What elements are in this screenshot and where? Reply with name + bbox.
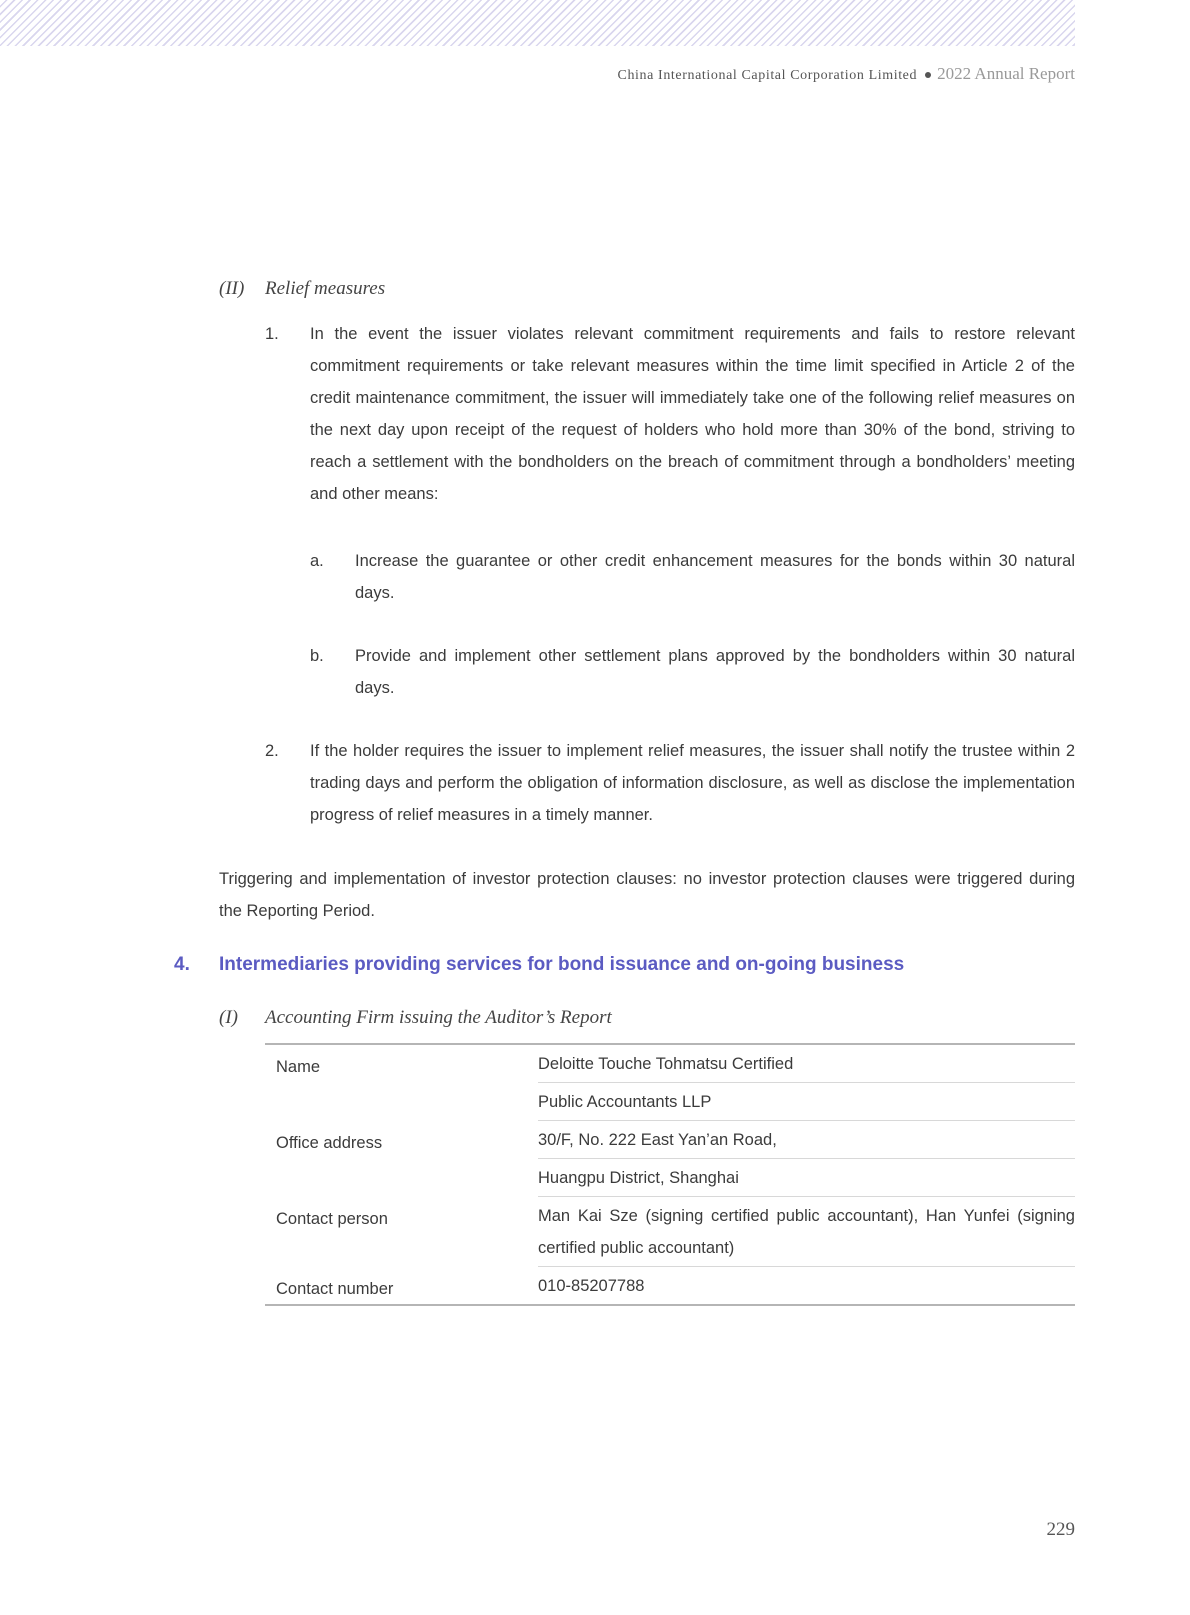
table-cell: Huangpu District, Shanghai: [538, 1159, 1075, 1197]
relief-heading-number: (II): [219, 278, 245, 299]
decorative-hatch-band: [0, 0, 1075, 46]
list-item-text: Increase the guarantee or other credit enhancement measures for the bonds within 30 natural days.: [355, 552, 1075, 602]
page-number: 229: [1046, 1519, 1075, 1540]
accounting-firm-table: [265, 1043, 1075, 1306]
table-row-label: Contact number: [276, 1280, 394, 1298]
table-row-values: [538, 1121, 1075, 1197]
table-row-values: [538, 1267, 1075, 1304]
running-header: [618, 64, 1075, 84]
relief-item-1: [265, 318, 1075, 510]
table-row: [265, 1267, 1075, 1304]
table-row-label: Name: [276, 1058, 321, 1076]
header-company: China International Capital Corporation Limited: [617, 68, 918, 83]
relief-subitem-a: [310, 545, 1075, 609]
list-item-text: If the holder requires the issuer to implement relief measures, the issuer shall notify the trustee within 2 trading days and perform the obligation of information disclosure, as well as disclose the implementation progress of relief measures in a timely manner.: [310, 742, 1075, 824]
list-marker: b.: [310, 647, 324, 665]
table-cell: Deloitte Touche Tohmatsu Certified: [538, 1045, 1075, 1083]
section-number: 4.: [174, 954, 190, 975]
table-cell: 30/F, No. 222 East Yan’an Road,: [538, 1121, 1075, 1159]
list-item-text: In the event the issuer violates relevant commitment requirements and fails to restore relevant commitment requirements or take relevant measures within the time limit specified in Article 2 of the credit maintenance commitment, the issuer will immediately take one of the following relief measures on the next day upon receipt of the request of holders who hold more than 30% of the bond, striving to reach a settlement with the bondholders on the breach of commitment through a bondholders’ meeting and other means:: [310, 325, 1075, 503]
table-row: [265, 1121, 1075, 1197]
list-marker: 2.: [265, 742, 279, 760]
table-row: [265, 1197, 1075, 1267]
relief-heading-title: Relief measures: [265, 278, 386, 299]
table-row-label: Office address: [276, 1134, 383, 1152]
section-heading: [174, 954, 904, 976]
relief-heading: [219, 278, 385, 300]
relief-item-2: [265, 735, 1075, 831]
section-title: Intermediaries providing services for bond issuance and on-going business: [219, 954, 905, 975]
accounting-firm-heading-title: Accounting Firm issuing the Auditor’s Report: [265, 1007, 612, 1028]
accounting-firm-heading-number: (I): [219, 1007, 238, 1028]
list-item-text: Provide and implement other settlement plans approved by the bondholders within 30 natural days.: [355, 647, 1075, 697]
bullet-dot-icon: [925, 72, 931, 78]
table-bottom-rule: [265, 1304, 1075, 1306]
accounting-firm-heading: [219, 1007, 612, 1029]
table-cell: Man Kai Sze (signing certified public accountant), Han Yunfei (signing certified public accountant): [538, 1197, 1075, 1267]
list-marker: 1.: [265, 325, 279, 343]
list-marker: a.: [310, 552, 324, 570]
table-row-values: [538, 1045, 1075, 1121]
table-cell: Public Accountants LLP: [538, 1083, 1075, 1121]
table-row: [265, 1045, 1075, 1121]
relief-subitem-b: [310, 640, 1075, 704]
table-row-label: Contact person: [276, 1210, 388, 1228]
header-report-title: 2022 Annual Report: [937, 64, 1075, 83]
table-row-values: [538, 1197, 1075, 1267]
triggering-paragraph: Triggering and implementation of investor protection clauses: no investor protection clauses were triggered during the Reporting Period.: [219, 870, 1075, 920]
table-cell: 010-85207788: [538, 1277, 645, 1295]
